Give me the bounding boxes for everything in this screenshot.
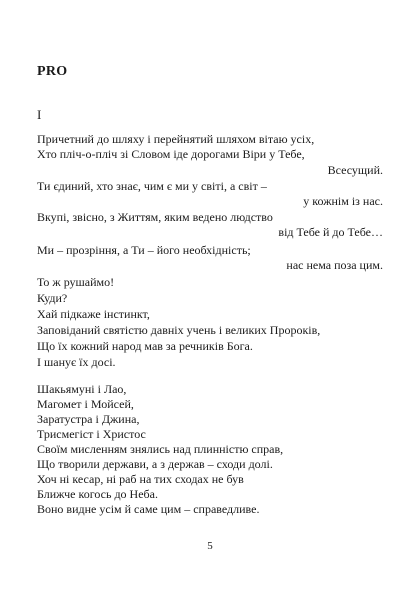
poem-line: Вкупі, звісно, з Життям, яким ведено людство — [37, 210, 273, 224]
poem-line: Ти єдиний, хто знає, чим є ми у світі, а світ – — [37, 179, 267, 193]
poem-line: від Тебе й до Тебе… — [278, 225, 383, 239]
poem-line: Хай підкаже інстинкт, — [37, 307, 150, 321]
poem-line: Причетний до шляху і перейнятий шляхом вітаю усіх, — [37, 132, 315, 146]
poem-line: Воно видне усім й саме цим – справедливе. — [37, 502, 260, 516]
poem-line: Що їх кожний народ мав за речників Бога. — [37, 339, 253, 353]
poem-line: Своїм мисленням знялись над плинністю справ, — [37, 442, 284, 456]
poem-line: у кожнім із нас. — [303, 194, 383, 208]
section-number: I — [37, 107, 42, 122]
poem-line: То ж рушаймо! — [37, 275, 115, 289]
poem-line: Що творили держави, а з держав – сходи долі. — [37, 457, 273, 471]
poem-line: Ми – прозріння, а Ти – його необхідність; — [37, 243, 251, 257]
poem-line: І шанує їх досі. — [37, 355, 116, 369]
poem-line: Хоч ні кесар, ні раб на тих сходах не був — [37, 472, 244, 486]
poem-line: Шакьямуні і Лао, — [37, 382, 127, 396]
poem-line: Хто пліч-о-пліч зі Словом іде дорогами Віри у Тебе, — [37, 147, 305, 161]
poem-line: Магомет і Мойсей, — [37, 397, 134, 411]
poem-line: Заратустра і Джина, — [37, 412, 140, 426]
poem-title: PRO — [37, 64, 68, 79]
poem-line: Всесущий. — [327, 163, 383, 177]
page-number: 5 — [207, 540, 213, 552]
poem-line: Заповіданий святістю давніх учень і великих Пророків, — [37, 323, 321, 337]
poem-line: нас нема поза цим. — [286, 258, 383, 272]
poem-line: Трисмегіст і Христос — [37, 427, 146, 441]
poem-line: Куди? — [37, 291, 68, 305]
poem-line: Ближче когось до Неба. — [37, 487, 158, 501]
